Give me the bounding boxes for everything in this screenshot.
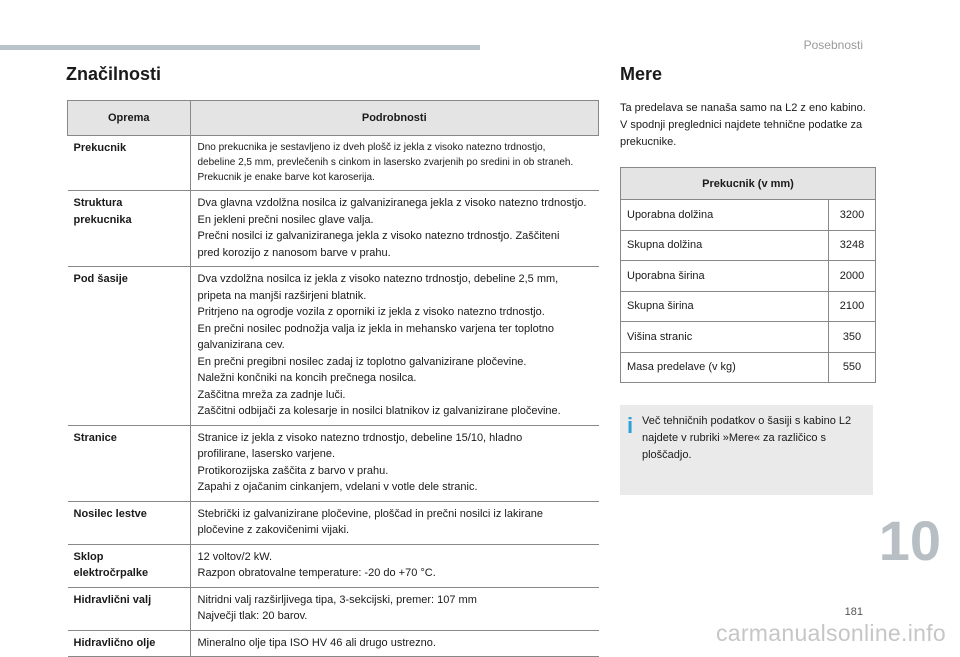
equipment-name (68, 501, 191, 544)
detail-line: galvanizirana cev. (197, 339, 285, 351)
dimension-label: Uporabna dolžina (621, 200, 829, 231)
features-table-header (68, 101, 599, 136)
dimension-value: 2100 (829, 291, 876, 322)
equipment-name-line: prekucnika (73, 213, 132, 226)
detail-line: profilirane, lasersko varjene. (197, 448, 336, 460)
info-box (620, 405, 873, 495)
info-text: Več tehničnih podatkov o šasiji s kabino L2 najdete v rubriki »Mere« za različico s ploščadjo. (642, 415, 852, 462)
equipment-name-line: elektročrpalke (73, 567, 149, 579)
detail-line: Naležni končniki na koncih prečnega nosilca. (197, 372, 417, 384)
features-table (67, 100, 599, 657)
equipment-name-line: Struktura (73, 197, 123, 209)
table-row (621, 352, 876, 383)
dimension-value: 3248 (829, 230, 876, 261)
table-row (68, 544, 599, 587)
detail-line: Prekucnik je enake barve kot karoserija. (197, 172, 375, 183)
equipment-name (68, 191, 191, 267)
detail-line: En prečni pregibni nosilec zadaj iz toplotno galvanizirane pločevine. (197, 355, 527, 368)
equipment-name (68, 587, 191, 630)
equipment-name (68, 425, 191, 501)
detail-line: pripeta na manjši razširjeni blatnik. (197, 289, 367, 302)
dimension-value: 2000 (829, 261, 876, 292)
detail-line: En prečni nosilec podnožja valja iz jekla in mehansko varjena ter toplotno (197, 322, 554, 335)
dimensions-header: Prekucnik (v mm) (621, 168, 876, 200)
detail-line: Zaščitni odbijači za kolesarje in nosilci blatnikov iz galvanizirane pločevine. (197, 405, 561, 417)
table-row (621, 200, 876, 231)
table-row (621, 322, 876, 353)
equipment-name-line: Hidravlično olje (73, 636, 156, 649)
detail-line: Stebrički iz galvanizirane pločevine, ploščad in prečni nosilci iz lakirane (197, 507, 543, 520)
table-row (68, 501, 599, 544)
detail-line: Pritrjeno na ogrodje vozila z oporniki iz jekla z visoko natezno trdnostjo. (197, 306, 545, 318)
watermark: carmanualsonline.info (715, 620, 946, 646)
detail-line: Zapahi z ojačanim cinkanjem, vdelani v votle dele stranic. (197, 481, 478, 493)
equipment-details (190, 425, 599, 501)
detail-line: Dva vzdolžna nosilca iz jekla z visoko natezno trdnostjo, debeline 2,5 mm, (197, 273, 559, 285)
detail-line: Prečni nosilci iz galvaniziranega jekla z visoko natezno trdnostjo. Zaščiteni (197, 230, 560, 242)
dimensions-table-body (621, 200, 876, 383)
equipment-name-line: Sklop (73, 550, 104, 563)
detail-line: pločevine z zakovičenimi vijaki. (197, 524, 350, 536)
dimension-value: 3200 (829, 200, 876, 231)
dimension-label: Skupna dolžina (621, 230, 829, 261)
detail-line: debeline 2,5 mm, prevlečenih s cinkom in lasersko zvarjenih po sredini in ob straneh. (197, 157, 574, 168)
equipment-name (68, 630, 191, 657)
dimension-label: Masa predelave (v kg) (621, 352, 829, 383)
detail-line: En jekleni prečni nosilec glave valja. (197, 213, 374, 226)
chapter-number: 10 (878, 509, 941, 572)
table-row (68, 630, 599, 657)
dimension-label: Višina stranic (621, 322, 829, 353)
detail-line: pred korozijo z nanosom barve v prahu. (197, 246, 391, 259)
section-title: Posebnosti (803, 38, 863, 52)
equipment-name (68, 136, 191, 191)
header-bar (0, 45, 480, 50)
table-row (68, 267, 599, 426)
table-row (621, 261, 876, 292)
dimension-value: 550 (829, 352, 876, 383)
dimensions-heading: Mere (620, 64, 663, 84)
column-header-equipment: Oprema (68, 101, 191, 136)
detail-line: Dno prekucnika je sestavljeno iz dveh plošč iz jekla z visoko natezno trdnostjo, (197, 142, 546, 153)
equipment-details (190, 191, 599, 267)
equipment-details (190, 587, 599, 630)
column-header-details: Podrobnosti (190, 101, 599, 136)
info-icon: i (626, 413, 634, 438)
equipment-name (68, 544, 191, 587)
table-row (621, 230, 876, 261)
dimensions-table (620, 167, 876, 383)
table-row (621, 291, 876, 322)
dimensions-intro: Ta predelava se nanaša samo na L2 z eno kabino. V spodnji preglednici najdete tehnične podatke za prekucnike. (620, 102, 866, 149)
dimension-value: 350 (829, 322, 876, 353)
dimension-label: Skupna širina (621, 291, 829, 322)
equipment-details (190, 136, 599, 191)
page-number: 181 (844, 606, 863, 618)
equipment-details (190, 544, 599, 587)
features-table-body (68, 136, 599, 657)
equipment-details (190, 267, 599, 426)
table-row (68, 587, 599, 630)
equipment-name-line: Hidravlični valj (73, 593, 152, 606)
detail-line: Protikorozijska zaščita z barvo v prahu. (197, 464, 389, 477)
equipment-name (68, 267, 191, 426)
detail-line: 12 voltov/2 kW. (197, 550, 273, 563)
equipment-name-line: Prekucnik (73, 142, 127, 154)
equipment-name-line: Pod šasije (73, 273, 128, 285)
detail-line: Stranice iz jekla z visoko natezno trdnostjo, debeline 15/10, hladno (197, 431, 523, 444)
features-heading: Značilnosti (66, 64, 162, 84)
equipment-name-line: Nosilec lestve (73, 507, 147, 520)
dimension-label: Uporabna širina (621, 261, 829, 292)
detail-line: Nitridni valj razširljivega tipa, 3-sekcijski, premer: 107 mm (197, 593, 477, 606)
detail-line: Mineralno olje tipa ISO HV 46 ali drugo ustrezno. (197, 636, 436, 649)
table-row (68, 425, 599, 501)
detail-line: Zaščitna mreža za zadnje luči. (197, 388, 346, 401)
detail-line: Razpon obratovalne temperature: -20 do +70 °C. (197, 567, 436, 579)
dimensions-table-header (621, 168, 876, 200)
equipment-details (190, 501, 599, 544)
table-row (68, 136, 599, 191)
equipment-details (190, 630, 599, 657)
detail-line: Največji tlak: 20 barov. (197, 610, 308, 622)
detail-line: Dva glavna vzdolžna nosilca iz galvaniziranega jekla z visoko natezno trdnostjo. (197, 197, 587, 209)
table-row (68, 191, 599, 267)
equipment-name-line: Stranice (73, 431, 117, 444)
